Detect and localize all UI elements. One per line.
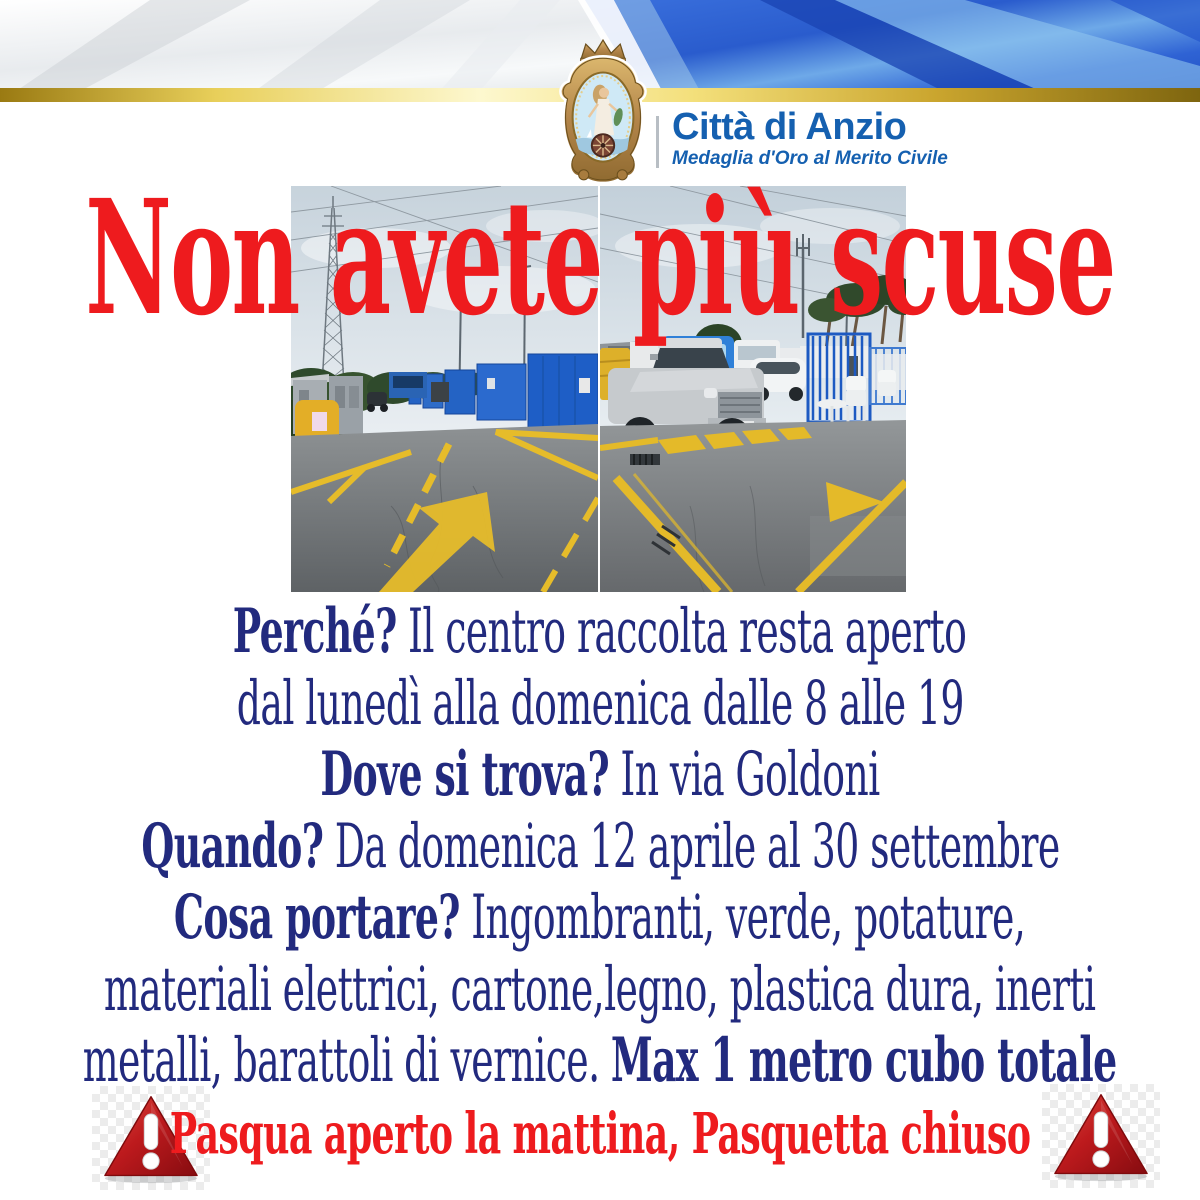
info-text: dal lunedì alla domenica dalle 8 alle 19: [236, 667, 964, 739]
info-text: materiali elettrici, cartone,legno, plastica dura, inerti: [104, 953, 1096, 1025]
city-subtitle: Medaglia d'Oro al Merito Civile: [672, 148, 948, 169]
info-label: Max 1 metro cubo totale: [611, 1025, 1117, 1097]
info-line-text: [320, 739, 879, 810]
info-line-text: [104, 954, 1095, 1025]
drain-grate: [630, 454, 660, 465]
dark-vehicle: [431, 382, 449, 402]
info-line: [0, 739, 1200, 811]
info-label: Quando?: [140, 810, 323, 882]
info-line: [0, 882, 1200, 954]
info-line-text: [83, 1025, 1117, 1096]
info-line: [0, 1025, 1200, 1097]
warning-text: Pasqua aperto la mattina, Pasquetta chiuso: [169, 1101, 1031, 1167]
info-text: Il centro raccolta resta aperto: [397, 596, 967, 668]
info-lines: [0, 596, 1200, 1097]
info-line-text: [141, 811, 1059, 882]
info-text: Ingombranti, verde, potature,: [460, 882, 1026, 954]
info-text: Da domenica 12 aprile al 30 settembre: [322, 810, 1060, 882]
info-label: Cosa portare?: [174, 882, 461, 954]
info-line: [0, 811, 1200, 883]
info-line-text: [233, 596, 967, 667]
info-line: [0, 954, 1200, 1026]
headline-row: [0, 158, 1200, 358]
info-text: metalli, barattoli di vernice.: [83, 1025, 612, 1097]
info-line: [0, 596, 1200, 668]
headline: Non avete più scuse: [85, 165, 1115, 351]
info-label: Dove si trova?: [320, 739, 610, 811]
small-blue-bin: [389, 372, 427, 398]
info-label: Perché?: [233, 596, 398, 668]
info-line-text: [236, 668, 963, 739]
info-text: In via Goldoni: [609, 739, 880, 811]
info-line-text: [174, 882, 1025, 953]
warning-row: [0, 1098, 1200, 1170]
info-line: [0, 668, 1200, 740]
city-name: Città di Anzio: [672, 106, 907, 148]
